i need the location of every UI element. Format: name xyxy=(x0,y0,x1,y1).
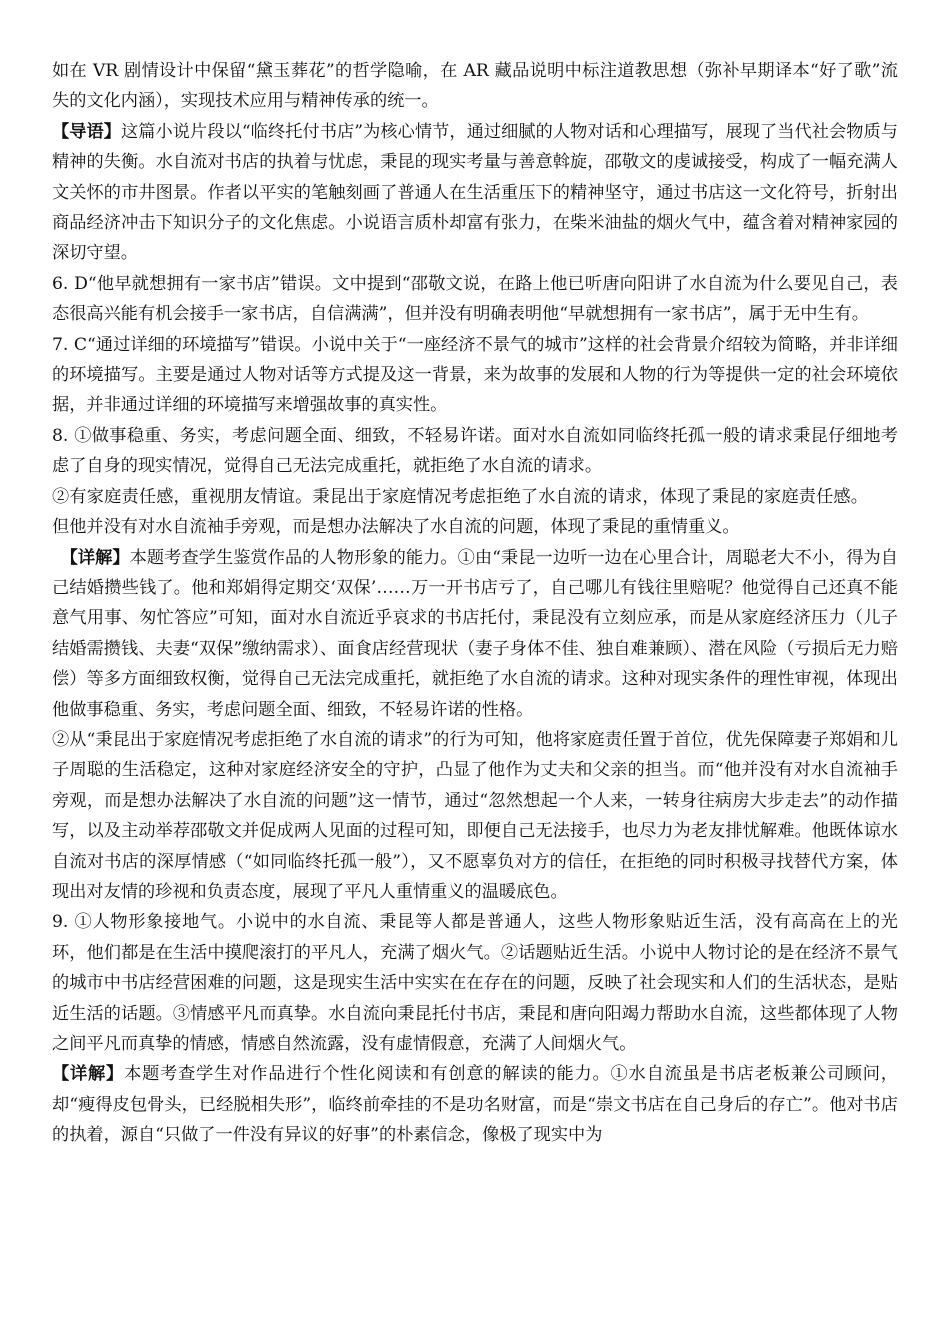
paragraph-text: 8. ①做事稳重、务实，考虑问题全面、细致，不轻易许诺。面对水自流如同临终托孤一般的请求秉昆仔细地考虑了自身的现实情况，觉得自己无法完成重托，就拒绝了水自流的请求。 xyxy=(52,425,898,477)
explanation-8 xyxy=(52,543,898,725)
paragraph-daoyu xyxy=(52,117,898,269)
explanation-9 xyxy=(52,1059,898,1150)
paragraph-text: 7. C“通过详细的环境描写”错误。小说中关于“一座经济不景气的城市”这样的社会背景介绍较为简略，并非详细的环境描写。主要是通过人物对话等方式提及这一背景，来为故事的发展和人物的行为等提供一定的社会环境依据，并非通过详细的环境描写来增强故事的真实性。 xyxy=(52,334,898,416)
paragraph-text: 这篇小说片段以“临终托付书店”为核心情节，通过细腻的人物对话和心理描写，展现了当代社会物质与精神的失衡。水自流对书店的执着与忧虑，秉昆的现实考量与善意斡旋，邵敬文的虔诚接受，构成了一幅充满人文关怀的市井图景。作者以平实的笔触刻画了普通人在生活重压下的精神坚守，通过书店这一文化符号，折射出商品经济冲击下知识分子的文化焦虑。小说语言质朴却富有张力，在柴米油盐的烟火气中，蕴含着对精神家园的深切守望。 xyxy=(52,121,898,264)
answer-6 xyxy=(52,269,898,330)
answer-8-point-1 xyxy=(52,421,898,482)
paragraph-text: 如在 VR 剧情设计中保留“黛玉葬花”的哲学隐喻，在 AR 藏品说明中标注道教思想（弥补早期译本“好了歌”流失的文化内涵），实现技术应用与精神传承的统一。 xyxy=(52,61,898,112)
paragraph-text: 6. D“他早就想拥有一家书店”错误。文中提到“邵敬文说，在路上他已听唐向阳讲了水自流为什么要见自己，表态很高兴能有机会接手一家书店，自信满满”，但并没有明确表明他“早就想拥有一家书店”，属于无中生有。 xyxy=(52,273,898,325)
paragraph-text: 本题考查学生鉴赏作品的人物形象的能力。①由“秉昆一边听一边在心里合计，周聪老大不小，得为自己结婚攒些钱了。他和郑娟得定期交‘双保’……万一开书店亏了，自己哪儿有钱往里赔呢？他觉得自己还真不能意气用事、匆忙答应”可知，面对水自流近乎哀求的书店托付，秉昆没有立刻应承，而是从家庭经济压力（儿子结婚需攒钱、夫妻“双保”缴纳需求）、面食店经营现状（妻子身体不佳、独自难兼顾）、潜在风险（亏损后无力赔偿）等多方面细致权衡，觉得自己无法完成重托，就拒绝了水自流的请求。这种对现实条件的理性审视，体现出他做事稳重、务实，考虑问题全面、细致，不轻易许诺的性格。 xyxy=(52,547,898,720)
answer-9 xyxy=(52,907,898,1059)
section-tag-xiangjie: 【详解】 xyxy=(60,547,130,568)
paragraph-intro-continuation xyxy=(52,56,898,117)
explanation-8-point-2 xyxy=(52,725,898,907)
paragraph-text: ②从“秉昆出于家庭情况考虑拒绝了水自流的请求”的行为可知，他将家庭责任置于首位，优先保障妻子郑娟和儿子周聪的生活稳定，这种对家庭经济安全的守护，凸显了他作为丈夫和父亲的担当。而“他并没有对水自流袖手旁观，而是想办法解决了水自流的问题”这一情节，通过“忽然想起一个人来，一转身往病房大步走去”的动作描写，以及主动举荐邵敬文并促成两人见面的过程可知，即便自己无法接手，也尽力为老友排忧解难。他既体谅水自流对书店的深厚情感（“如同临终托孤一般”），又不愿辜负对方的信任，在拒绝的同时积极寻找替代方案，体现出对友情的珍视和负责态度，展现了平凡人重情重义的温暖底色。 xyxy=(52,729,898,902)
answer-7 xyxy=(52,330,898,421)
section-tag-xiangjie: 【详解】 xyxy=(52,1064,125,1085)
section-tag-daoyu: 【导语】 xyxy=(52,121,122,142)
paragraph-text: ②有家庭责任感，重视朋友情谊。秉昆出于家庭情况考虑拒绝了水自流的请求，体现了秉昆的家庭责任感。但他并没有对水自流袖手旁观，而是想办法解决了水自流的问题，体现了秉昆的重情重义。 xyxy=(52,486,868,538)
document-page xyxy=(52,56,898,1151)
answer-8-point-2 xyxy=(52,482,898,543)
paragraph-text: 本题考查学生对作品进行个性化阅读和有创意的解读的能力。①水自流虽是书店老板兼公司顾问，却“瘦得皮包骨头，已经脱相失形”，临终前牵挂的不是功名财富，而是“崇文书店在自己身后的存亡”。他对书店的执着，源自“只做了一件没有异议的好事”的朴素信念，像极了现实中为 xyxy=(52,1064,898,1146)
paragraph-text: 9. ①人物形象接地气。小说中的水自流、秉昆等人都是普通人，这些人物形象贴近生活，没有高高在上的光环，他们都是在生活中摸爬滚打的平凡人，充满了烟火气。②话题贴近生活。小说中人物讨论的是在经济不景气的城市中书店经营困难的问题，这是现实生活中实实在在存在的问题，反映了社会现实和人们的生活状态，是贴近生活的话题。③情感平凡而真挚。水自流向秉昆托付书店，秉昆和唐向阳竭力帮助水自流，这些都体现了人物之间平凡而真挚的情感，情感自然流露，没有虚情假意，充满了人间烟火气。 xyxy=(52,912,898,1054)
